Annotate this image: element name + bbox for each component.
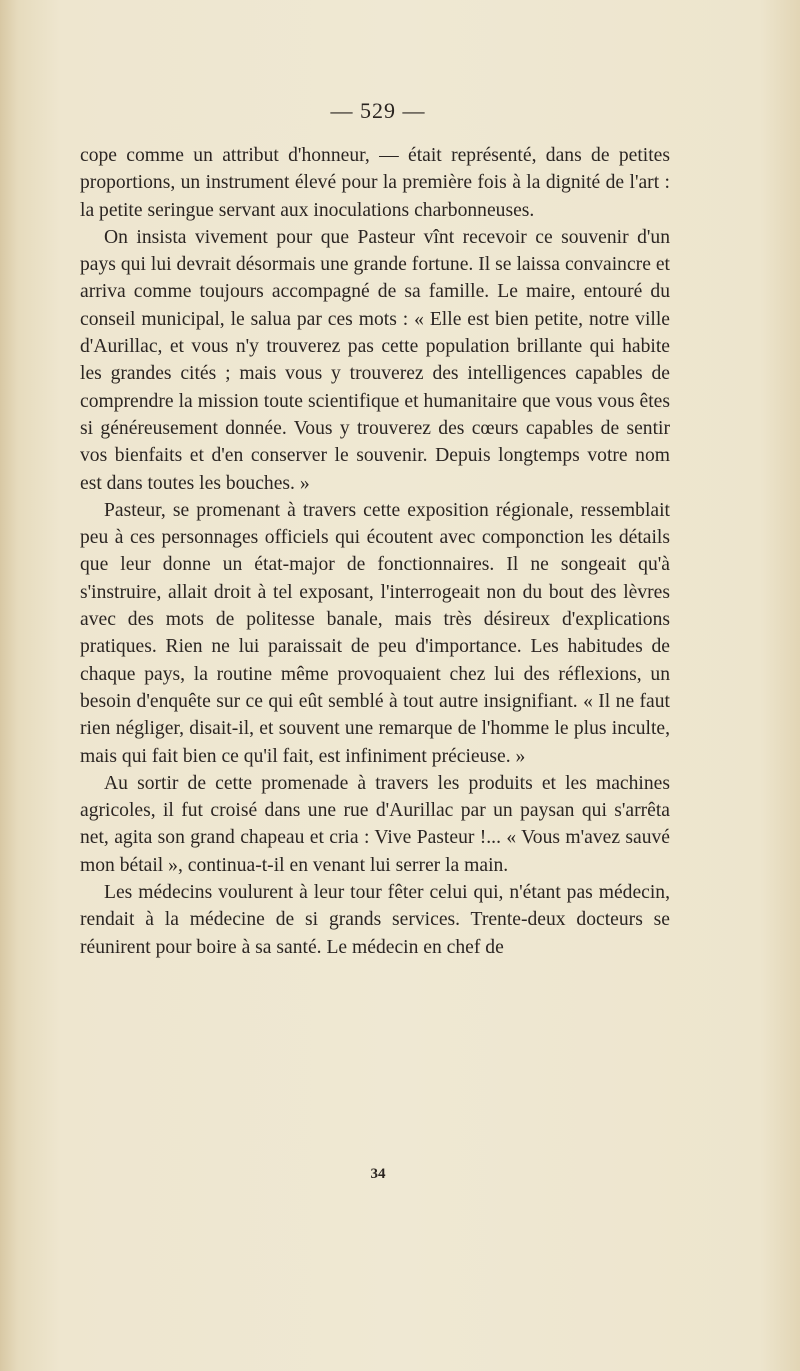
- signature-mark: 34: [370, 1166, 386, 1182]
- paragraph: Au sortir de cette promenade à travers les produits et les machines agricoles, il fut croisé dans une rue d'Aurillac par un paysan qui s'arrêta net, agita son grand chapeau et cria : Vive Pasteur !... « Vous m'avez sauvé mon bétail », continua-t-il en venant lui serrer la main.: [80, 772, 670, 876]
- paragraph: Pasteur, se promenant à travers cette exposition régionale, ressemblait peu à ces personnages officiels qui écoutent avec componction les détails que leur donne un état-major de fonctionnaires. Il ne songeait qu'à s'instruire, allait droit à tel exposant, l'interrogeait non du bout des lèvres avec des mots de politesse banale, mais très désireux d'explications pratiques. Rien ne lui paraissait de peu d'importance. Les habitudes de chaque pays, la routine même provoquaient chez lui des réflexions, un besoin d'enquête sur ce qui eût semblé à tout autre insignifiant. « Il ne faut rien négliger, disait-il, et souvent une remarque de l'homme le plus inculte, mais qui fait bien ce qu'il fait, est infiniment précieuse. »: [80, 499, 670, 767]
- paragraph: Les médecins voulurent à leur tour fêter celui qui, n'étant pas médecin, rendait à la médecine de si grands services. Trente-deux docteurs se réunirent pour boire à sa santé. Le médecin en chef de: [80, 882, 670, 958]
- paragraph: On insista vivement pour que Pasteur vînt recevoir ce souvenir d'un pays qui lui devrait désormais une grande fortune. Il se laissa convaincre et arriva comme toujours accompagné de sa famille. Le maire, entouré du conseil municipal, le salua par ces mots : « Elle est bien petite, notre ville d'Aurillac, et vous n'y trouverez pas cette population brillante qui habite les grandes cités ; mais vous y trouverez des intelligences capables de comprendre la mission toute scientifique et humanitaire que vous vous êtes si généreusement donnée. Vous y trouverez des cœurs capables de sentir vos bienfaits et d'en conserver le souvenir. Depuis longtemps votre nom est dans toutes les bouches. »: [80, 226, 670, 494]
- page-number-header: — 529 —: [330, 98, 426, 123]
- paragraph: cope comme un attribut d'honneur, — était représenté, dans de petites proportions, un instrument élevé pour la première fois à la dignité de l'art : la petite seringue servant aux inoculations charbonneuses.: [80, 145, 670, 221]
- body-text: [80, 142, 670, 961]
